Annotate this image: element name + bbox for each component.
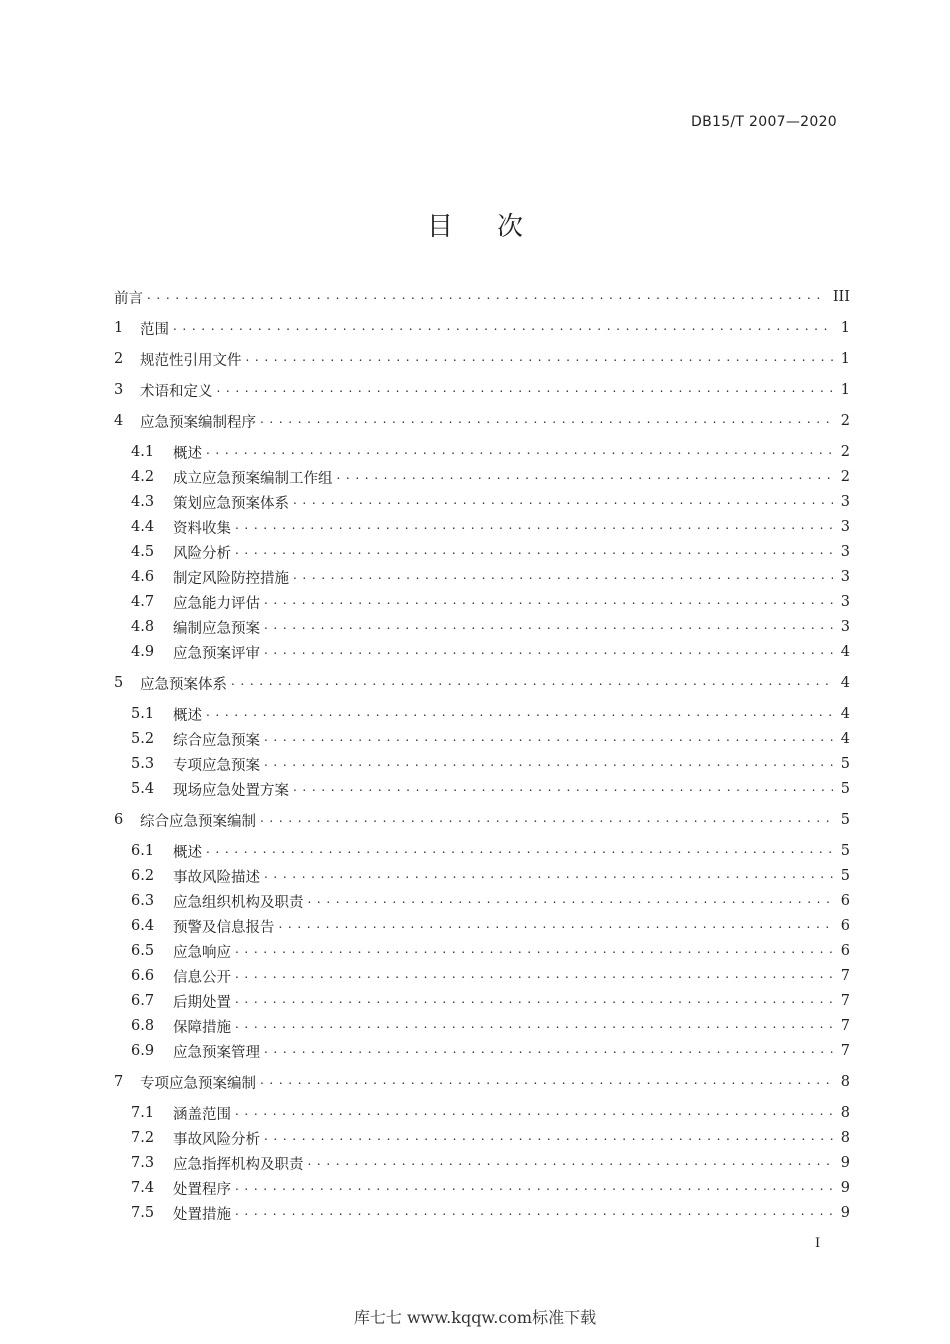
toc-leader-dots [235,1201,833,1225]
toc-entry-label: 专项应急预案 [173,757,260,774]
toc-entry-number: 4.4 [131,519,155,535]
toc-entry-number: 2 [114,351,124,367]
toc-entry-number: 7 [114,1074,124,1090]
toc-leader-dots [246,347,833,371]
toc-entry-number: 5 [114,675,124,691]
toc-entry-number: 1 [114,320,124,336]
toc-entry[interactable] [131,777,850,801]
toc-entry[interactable] [131,939,850,963]
toc-entry-page: 3 [840,569,850,585]
toc-entry[interactable] [131,1101,850,1125]
toc-entry[interactable] [131,1126,850,1150]
toc-entry[interactable] [114,409,850,433]
toc-entry[interactable] [114,808,850,832]
toc-entry[interactable] [131,640,850,664]
toc-entry-number: 6 [114,812,124,828]
toc-entry-page: 5 [840,843,850,859]
toc-entry-page: 8 [840,1130,850,1146]
toc-leader-dots [260,808,833,832]
toc-leader-dots [308,1151,833,1175]
toc-leader-dots [235,1176,833,1200]
toc-entry-label: 预警及信息报告 [173,919,275,936]
toc-entry-page: 4 [840,731,850,747]
toc-entry[interactable] [131,1151,850,1175]
toc-entry-number: 7.5 [131,1205,155,1221]
toc-entry-label: 应急预案评审 [173,645,260,662]
toc-entry-number: 5.4 [131,781,155,797]
toc-entry-page: 9 [840,1205,850,1221]
toc-entry-label: 概述 [173,445,202,462]
toc-entry-number: 7.4 [131,1180,155,1196]
toc-leader-dots [293,490,833,514]
toc-entry-label: 事故风险描述 [173,869,260,886]
toc-leader-dots [260,1070,833,1094]
toc-entry[interactable] [131,864,850,888]
toc-entry[interactable] [114,316,850,340]
toc-leader-dots [264,727,833,751]
toc-entry-label: 专项应急预案编制 [140,1075,256,1092]
toc-entry-number: 4.3 [131,494,155,510]
toc-entry-page: 5 [840,756,850,772]
toc-entry-label: 综合应急预案编制 [140,813,256,830]
toc-entry-page: 2 [840,413,850,429]
toc-entry-label: 涵盖范围 [173,1106,231,1123]
toc-entry-number: 6.8 [131,1018,155,1034]
toc-leader-dots [147,285,825,309]
toc-entry-number: 4.5 [131,544,155,560]
toc-entry-page: 9 [840,1155,850,1171]
toc-leader-dots [308,889,833,913]
toc-entry-label: 处置措施 [173,1206,231,1223]
toc-entry[interactable] [131,702,850,726]
toc-entry-number: 4.1 [131,444,155,460]
toc-leader-dots [235,939,833,963]
toc-entry-page: 3 [840,594,850,610]
page-number: I [815,1236,821,1251]
toc-entry-page: 6 [840,918,850,934]
toc-leader-dots [206,839,833,863]
toc-entry[interactable] [131,989,850,1013]
toc-entry-page: 4 [840,706,850,722]
toc-entry-page: 5 [840,868,850,884]
toc-entry-page: 3 [840,519,850,535]
toc-entry-number: 7.1 [131,1105,155,1121]
toc-entry-page: 7 [840,1043,850,1059]
toc-entry-number: 6.2 [131,868,155,884]
toc-entry-number: 6.9 [131,1043,155,1059]
toc-entry[interactable] [114,378,850,402]
toc-entry-page: 4 [840,644,850,660]
toc-entry-label: 范围 [140,321,169,338]
toc-entry[interactable] [114,285,850,309]
toc-entry-number: 6.7 [131,993,155,1009]
toc-entry-number: 5.2 [131,731,155,747]
toc-leader-dots [337,465,833,489]
toc-leader-dots [293,777,833,801]
toc-entry-page: III [832,289,850,305]
toc-entry-number: 7.2 [131,1130,155,1146]
toc-entry-label: 处置程序 [173,1181,231,1198]
toc-entry-label: 术语和定义 [140,383,213,400]
toc-entry-page: 1 [840,351,850,367]
toc-entry-number: 4.8 [131,619,155,635]
toc-entry[interactable] [131,565,850,589]
toc-entry-page: 6 [840,893,850,909]
toc-entry[interactable] [131,515,850,539]
toc-entry-label: 应急指挥机构及职责 [173,1156,304,1173]
toc-leader-dots [279,914,833,938]
toc-entry-number: 4.9 [131,644,155,660]
toc-entry-page: 5 [840,812,850,828]
toc-entry-number: 7.3 [131,1155,155,1171]
toc-entry[interactable] [131,914,850,938]
toc-entry[interactable] [131,615,850,639]
toc-entry[interactable] [114,671,850,695]
toc-leader-dots [235,1014,833,1038]
toc-entry[interactable] [131,1039,850,1063]
toc-entry-number: 6.4 [131,918,155,934]
toc-entry-page: 5 [840,781,850,797]
toc-entry-label: 编制应急预案 [173,620,260,637]
toc-leader-dots [264,615,833,639]
toc-entry-page: 1 [840,382,850,398]
toc-entry[interactable] [131,1201,850,1225]
toc-entry-label: 资料收集 [173,520,231,537]
toc-leader-dots [264,640,833,664]
toc-leader-dots [173,316,833,340]
toc-leader-dots [264,590,833,614]
toc-entry-page: 3 [840,544,850,560]
toc-entry-label: 事故风险分析 [173,1131,260,1148]
toc-entry[interactable] [131,964,850,988]
toc-entry-page: 6 [840,943,850,959]
toc-leader-dots [293,565,833,589]
toc-entry-label: 应急能力评估 [173,595,260,612]
toc-leader-dots [206,702,833,726]
toc-entry-page: 7 [840,968,850,984]
toc-entry-label: 信息公开 [173,969,231,986]
toc-entry-number: 6.5 [131,943,155,959]
toc-entry-number: 3 [114,382,124,398]
toc-entry-number: 4 [114,413,124,429]
toc-leader-dots [264,1039,833,1063]
toc-entry[interactable] [131,440,850,464]
toc-entry[interactable] [131,1176,850,1200]
toc-entry-label: 现场应急处置方案 [173,782,289,799]
toc-leader-dots [235,1101,833,1125]
toc-entry[interactable] [114,347,850,371]
toc-leader-dots [264,864,833,888]
toc-entry-page: 3 [840,619,850,635]
toc-entry-page: 9 [840,1180,850,1196]
toc-entry[interactable] [131,490,850,514]
toc-leader-dots [231,671,833,695]
toc-entry-page: 4 [840,675,850,691]
toc-leader-dots [217,378,833,402]
toc-leader-dots [235,964,833,988]
toc-leader-dots [206,440,833,464]
toc-entry[interactable] [131,839,850,863]
toc-leader-dots [235,515,833,539]
toc-entry-label: 应急响应 [173,944,231,961]
toc-entry[interactable] [131,1014,850,1038]
toc-entry-page: 3 [840,494,850,510]
toc-entry-label: 概述 [173,844,202,861]
toc-entry-page: 2 [840,444,850,460]
toc-entry-page: 7 [840,1018,850,1034]
toc-entry-number: 4.2 [131,469,155,485]
toc-entry-label: 应急预案编制程序 [140,414,256,431]
footer-watermark: 库七七 www.kqqw.com标准下载 [353,1308,597,1327]
toc-entry-label: 制定风险防控措施 [173,570,289,587]
toc-entry-number: 5.3 [131,756,155,772]
toc-entry[interactable] [114,1070,850,1094]
document-code: DB15/T 2007—2020 [691,114,837,130]
toc-entry[interactable] [131,540,850,564]
toc-entry-label: 风险分析 [173,545,231,562]
toc-entry-page: 1 [840,320,850,336]
toc-entry-page: 2 [840,469,850,485]
toc-entry-number: 4.6 [131,569,155,585]
toc-entry-page: 8 [840,1105,850,1121]
toc-entry-label: 应急预案管理 [173,1044,260,1061]
toc-leader-dots [235,989,833,1013]
toc-entry-label: 前言 [114,290,143,307]
toc-entry-label: 规范性引用文件 [140,352,242,369]
toc-entry-label: 概述 [173,707,202,724]
toc-entry-number: 4.7 [131,594,155,610]
toc-entry-label: 综合应急预案 [173,732,260,749]
toc-entry-label: 应急组织机构及职责 [173,894,304,911]
toc-entry[interactable] [131,889,850,913]
toc-entry[interactable] [131,465,850,489]
toc-entry-number: 6.6 [131,968,155,984]
toc-entry-page: 7 [840,993,850,1009]
toc-entry-page: 8 [840,1074,850,1090]
toc-entry[interactable] [131,752,850,776]
toc-leader-dots [264,752,833,776]
toc-entry[interactable] [131,727,850,751]
toc-leader-dots [260,409,833,433]
toc-entry-number: 6.3 [131,893,155,909]
toc-leader-dots [264,1126,833,1150]
toc-entry-label: 成立应急预案编制工作组 [173,470,333,487]
page-title: 目次 [426,212,567,242]
toc-entry-number: 5.1 [131,706,155,722]
toc-entry[interactable] [131,590,850,614]
toc-leader-dots [235,540,833,564]
toc-entry-label: 保障措施 [173,1019,231,1036]
toc-entry-label: 策划应急预案体系 [173,495,289,512]
toc-entry-number: 6.1 [131,843,155,859]
toc-entry-label: 后期处置 [173,994,231,1011]
toc-entry-label: 应急预案体系 [140,676,227,693]
